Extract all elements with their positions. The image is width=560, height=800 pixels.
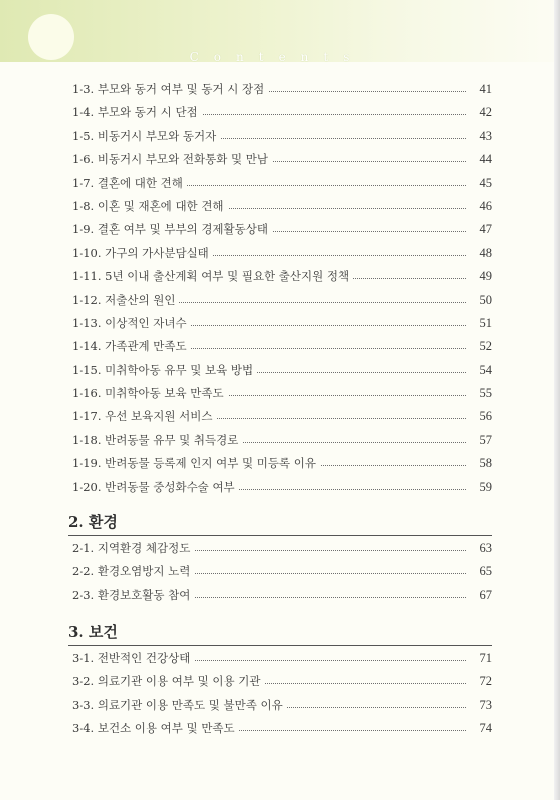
toc-entry-page: 46 — [479, 198, 492, 213]
toc-entry-page: 55 — [479, 386, 492, 401]
toc-entry[interactable] — [72, 405, 492, 428]
toc-entry-label: 1-20. 반려동물 중성화수술 여부 — [72, 476, 239, 499]
toc-entry-page: 63 — [479, 541, 492, 555]
toc-entry[interactable] — [72, 584, 492, 607]
toc-entry[interactable] — [72, 670, 492, 693]
section-rule — [68, 645, 492, 646]
toc-entry[interactable] — [72, 172, 492, 195]
toc-entry[interactable] — [72, 101, 492, 124]
section-rule — [68, 535, 492, 536]
toc-entry-page: 54 — [479, 362, 492, 377]
toc-entry[interactable] — [72, 218, 492, 241]
toc-entry-page: 72 — [479, 674, 492, 689]
toc-entry[interactable] — [72, 560, 492, 583]
toc-entry-label: 1-7. 결혼에 대한 견해 — [72, 172, 187, 195]
toc-entry[interactable] — [72, 429, 492, 452]
toc-entry-page: 71 — [479, 651, 492, 665]
toc-entry-label: 1-5. 비동거시 부모와 동거자 — [72, 125, 220, 148]
toc-entry-page: 48 — [479, 245, 492, 260]
toc-entry-label: 1-17. 우선 보육지원 서비스 — [72, 405, 216, 428]
toc-entry-label: 1-10. 가구의 가사분담실태 — [72, 242, 213, 265]
toc-entry[interactable] — [72, 195, 492, 218]
toc-entry-page: 65 — [479, 564, 492, 579]
toc-entry[interactable] — [72, 289, 492, 312]
toc-entry-label: 3-1. 전반적인 건강상태 — [72, 647, 194, 670]
toc-entry-page: 41 — [479, 82, 492, 96]
page-edge — [554, 0, 560, 800]
toc-entry-page: 58 — [479, 456, 492, 471]
toc-entry-page: 57 — [479, 432, 492, 447]
toc-entry[interactable] — [72, 537, 492, 560]
toc-entry[interactable] — [72, 242, 492, 265]
toc-entry-page: 43 — [479, 128, 492, 143]
toc-entry-page: 45 — [479, 175, 492, 190]
toc-entry[interactable] — [72, 335, 492, 358]
toc-entry-label: 1-8. 이혼 및 재혼에 대한 견해 — [72, 195, 228, 218]
toc-entry-label: 1-16. 미취학아동 보육 만족도 — [72, 382, 228, 405]
toc-entry-label: 3-2. 의료기관 이용 여부 및 이용 기관 — [72, 670, 265, 693]
toc-entry-label: 1-12. 저출산의 원인 — [72, 289, 179, 312]
section-heading-health: 3. 보건 — [68, 623, 118, 641]
toc-entry-label: 2-3. 환경보호활동 참여 — [72, 584, 194, 607]
toc-entry-page: 49 — [479, 269, 492, 284]
toc-entry-label: 2-2. 환경오염방지 노력 — [72, 560, 194, 583]
toc-entry[interactable] — [72, 125, 492, 148]
contents-title: Contents — [189, 50, 365, 64]
toc-entry-label: 1-15. 미취학아동 유무 및 보육 방법 — [72, 359, 257, 382]
toc-entry-page: 74 — [479, 721, 492, 736]
toc-entry-page: 67 — [479, 587, 492, 602]
toc-entry[interactable] — [72, 717, 492, 740]
toc-entry-label: 1-6. 비동거시 부모와 전화통화 및 만남 — [72, 148, 272, 171]
toc-entry-page: 56 — [479, 409, 492, 424]
toc-section-3 — [72, 647, 492, 741]
toc-entry[interactable] — [72, 647, 492, 670]
toc-entry-page: 42 — [479, 105, 492, 120]
toc-entry-label: 1-4. 부모와 동거 시 단점 — [72, 101, 202, 124]
toc-entry[interactable] — [72, 78, 492, 101]
section-heading-environment: 2. 환경 — [68, 513, 118, 531]
toc-entry-page: 44 — [479, 152, 492, 167]
toc-entry[interactable] — [72, 694, 492, 717]
toc-entry-page: 59 — [479, 479, 492, 494]
toc-entry-label: 3-4. 보건소 이용 여부 및 만족도 — [72, 717, 239, 740]
toc-entry-label: 1-9. 결혼 여부 및 부부의 경제활동상태 — [72, 218, 272, 241]
toc-entry-label: 2-1. 지역환경 체감정도 — [72, 537, 194, 560]
toc-entry-page: 47 — [479, 222, 492, 237]
toc-entry-page: 52 — [479, 339, 492, 354]
toc-entry-label: 1-11. 5년 이내 출산계획 여부 및 필요한 출산지원 정책 — [72, 265, 353, 288]
toc-entry[interactable] — [72, 359, 492, 382]
toc-entry-page: 73 — [479, 697, 492, 712]
toc-entry-page: 51 — [479, 315, 492, 330]
toc-entry[interactable] — [72, 476, 492, 499]
toc-entry-label: 1-3. 부모와 동거 여부 및 동거 시 장점 — [72, 78, 268, 101]
toc-section-2 — [72, 537, 492, 607]
toc-entry[interactable] — [72, 148, 492, 171]
toc-entry-label: 1-18. 반려동물 유무 및 취득경로 — [72, 429, 242, 452]
toc-section-1 — [72, 78, 492, 499]
toc-entry[interactable] — [72, 312, 492, 335]
toc-entry-label: 3-3. 의료기관 이용 만족도 및 불만족 이유 — [72, 694, 287, 717]
toc-entry-label: 1-19. 반려동물 등록제 인지 여부 및 미등록 이유 — [72, 452, 320, 475]
toc-entry-label: 1-14. 가족관계 만족도 — [72, 335, 191, 358]
toc-entry[interactable] — [72, 382, 492, 405]
toc-entry-page: 50 — [479, 292, 492, 307]
toc-entry[interactable] — [72, 265, 492, 288]
toc-entry[interactable] — [72, 452, 492, 475]
toc-entry-label: 1-13. 이상적인 자녀수 — [72, 312, 191, 335]
